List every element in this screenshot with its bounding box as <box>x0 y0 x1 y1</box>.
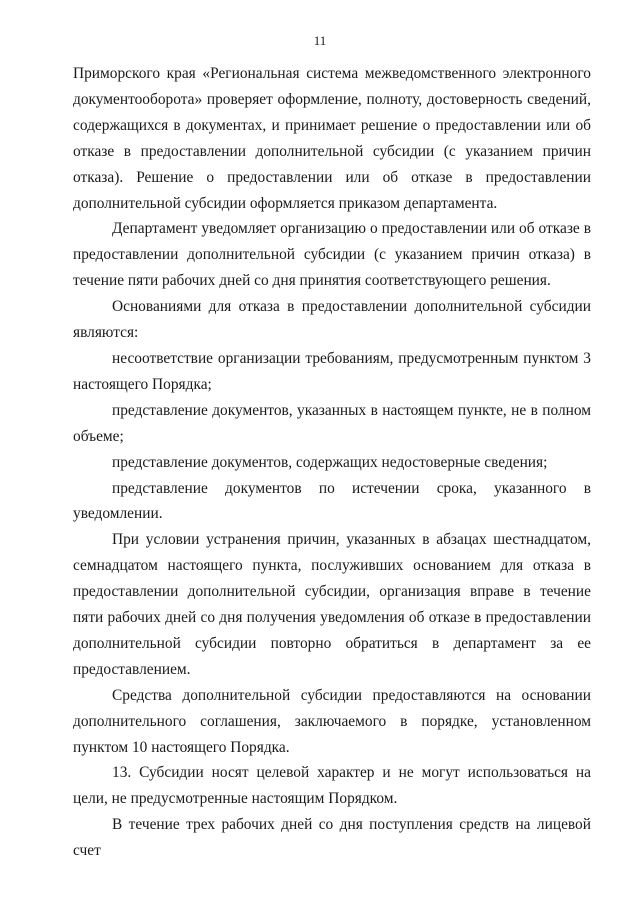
paragraph-continued: Приморского края «Региональная система межведомственного электронного документооборота» проверяет оформление, полноту, достоверность сведений, содержащихся в документах, и принимает решение о предоставлении или об отказе в предоставлении дополнительной субсидии (с указанием причин отказа). Решение о предоставлении или об отказе в предоставлении дополнительной субсидии оформляется приказом департамента. <box>73 65 591 212</box>
paragraph-refusal-grounds: Основаниями для отказа в предоставлении дополнительной субсидии являются: <box>73 298 591 342</box>
paragraph-additional-agreement: Средства дополнительной субсидии предоставляются на основании дополнительного соглашения, заключаемого в порядке, установленном пунктом 10 настоящего Порядка. <box>73 686 591 756</box>
paragraph-three-days: В течение трех рабочих дней со дня поступления средств на лицевой счет <box>73 816 591 860</box>
list-item-false-information: представление документов, содержащих недостоверные сведения; <box>112 453 548 471</box>
list-item-noncompliance: несоответствие организации требованиям, предусмотренным пунктом 3 настоящего Порядка; <box>73 349 591 393</box>
paragraph-clause-13: 13. Субсидии носят целевой характер и не могут использоваться на цели, не предусмотренные настоящим Порядком. <box>73 764 591 808</box>
paragraph-notification: Департамент уведомляет организацию о предоставлении или об отказе в предоставлении дополнительной субсидии (с указанием причин отказа) в течение пяти рабочих дней со дня принятия соответствующего решения. <box>73 220 591 290</box>
paragraph-reapplication: При условии устранения причин, указанных в абзацах шестнадцатом, семнадцатом настоящего пункта, послуживших основанием для отказа в предоставлении дополнительной субсидии, организация вправе в течение пяти рабочих дней со дня получения уведомления об отказе в предоставлении дополнительной субсидии повторно обратиться в департамент за ее предоставлением. <box>73 531 591 678</box>
list-item-late-submission: представление документов по истечении срока, указанного в уведомлении. <box>73 479 591 523</box>
page-number: 11 <box>313 33 327 48</box>
list-item-incomplete-documents: представление документов, указанных в настоящем пункте, не в полном объеме; <box>73 401 591 445</box>
document-body <box>73 61 591 864</box>
